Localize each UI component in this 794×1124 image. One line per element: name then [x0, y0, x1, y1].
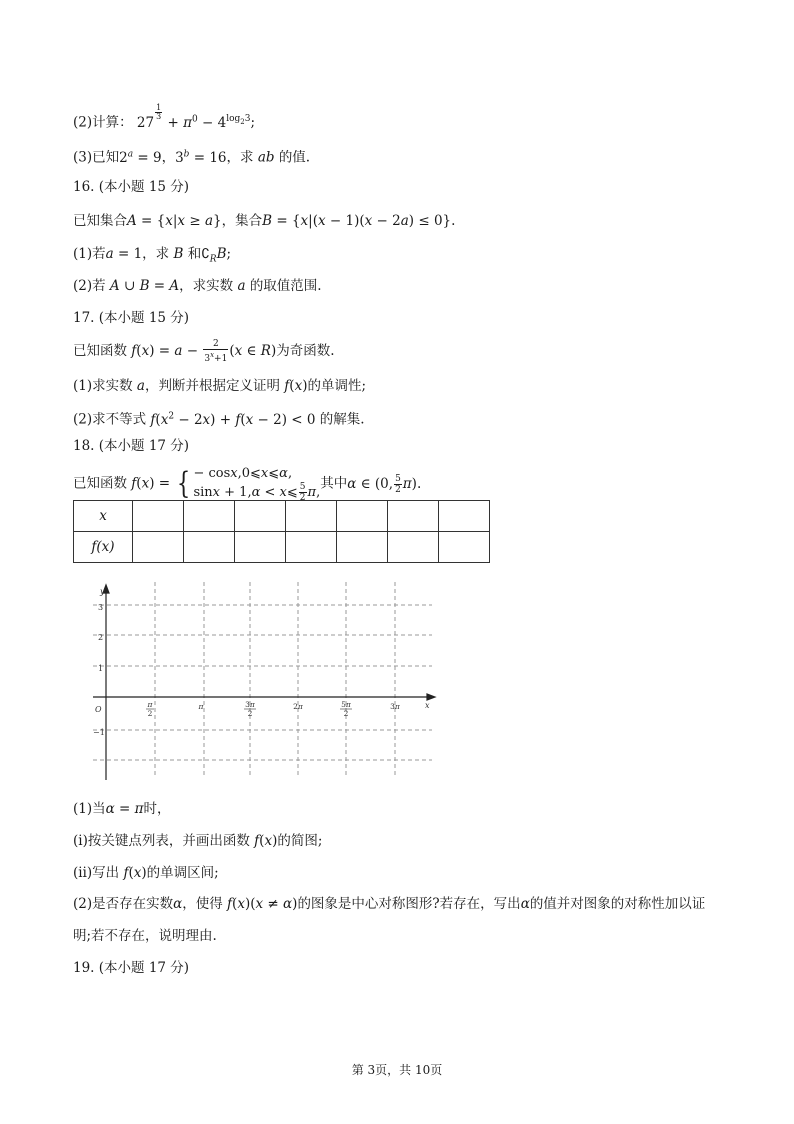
- y-tick-label: 2: [98, 633, 104, 642]
- math-expression: a: [136, 378, 145, 394]
- x-tick-labels: [146, 700, 401, 718]
- table-header-fx: f(x): [74, 532, 133, 563]
- x-tick-label: 2π: [293, 702, 303, 711]
- x-tick-label: 3π: [390, 702, 400, 711]
- table-header-x: x: [74, 501, 133, 532]
- x-tick-label: π: [147, 700, 153, 709]
- question-19-heading: 19. (本小题 17 分): [73, 960, 190, 976]
- x-tick-label: 2: [343, 709, 349, 718]
- y-tick-label: 1: [98, 664, 104, 673]
- math-expression: f(x) =: [131, 475, 175, 492]
- x-tick-label: 2: [247, 709, 253, 718]
- question-17-part-1: (1)求实数 a，判断并根据定义证明 f(x)的单调性;: [73, 378, 367, 394]
- question-17-text: 已知函数 f(x) = a − $\frac{2}{3^x+1}$ (x ∈ R)为奇函数.: [73, 339, 335, 364]
- math-expression: $3^b = 16$: [175, 149, 227, 166]
- x-tick-label: π: [198, 702, 204, 711]
- math-expression: B: [173, 246, 184, 262]
- problem-15-part-3: (3)已知$2^a = 9$，$3^b = 16$，求 ab 的值.: [73, 149, 311, 166]
- question-18-heading: 18. (本小题 17 分): [73, 438, 190, 454]
- page-footer: 第 3页，共 10页: [351, 1063, 443, 1077]
- x-tick-label: 2: [147, 709, 153, 718]
- y-tick-label: 3: [98, 603, 104, 612]
- x-axis-label: x: [425, 701, 430, 710]
- math-expression: α ∈ (0, $\frac{5}{2}$ π).: [347, 473, 422, 495]
- question-18-text: 已知函数 f(x) = { − cosx,0⩽x⩽α, sinx + 1,α < x⩽ $\frac{5}{2}$ π,其中α ∈ (0, $\frac{5}{2}$ π).: [73, 466, 422, 503]
- problem-15-part-2: (2)计算： 27 $^{\frac{1}{3}}$ + $\pi^0 - 4^{log_23}$;: [73, 103, 256, 131]
- origin-label: O: [95, 705, 102, 714]
- math-expression: f(x): [254, 833, 278, 849]
- math-expression: 27 $^{\frac{1}{3}}$ + $\pi^0 - 4^{log_23}$: [136, 103, 251, 131]
- question-17-heading: 17. (本小题 15 分): [73, 310, 190, 326]
- math-expression: α: [520, 896, 530, 912]
- math-expression: α = π: [105, 801, 144, 817]
- question-16-heading: 16. (本小题 15 分): [73, 179, 190, 195]
- left-brace: {: [177, 466, 191, 501]
- question-16-part-2: (2)若 A ∪ B = A，求实数 a 的取值范围.: [73, 278, 322, 294]
- math-expression: B = {x|(x − 1)(x − 2a) ≤ 0}.: [262, 213, 456, 229]
- piecewise-cases: − cosx,0⩽x⩽α, sinx + 1,α < x⩽ $\frac{5}{2}$ π,: [193, 466, 321, 503]
- math-expression: $2^a = 9$: [119, 149, 162, 166]
- question-18-part-2: (2)是否存在实数α，使得 f(x)(x ≠ α)的图象是中心对称图形?若存在，写出α的值并对图象的对称性加以证: [73, 896, 706, 912]
- y-axis-label: y: [100, 587, 105, 596]
- question-18-part-2-cont: 明;若不存在，说明理由.: [73, 928, 217, 944]
- question-16-part-1: (1)若a = 1，求 B 和$∁_RB$;: [73, 246, 232, 265]
- question-17-part-2: (2)求不等式 $f(x^2 - 2x) + f(x - 2) < 0$ 的解集.: [73, 411, 365, 428]
- math-expression: a: [105, 246, 114, 262]
- question-18-part-1-ii: (ⅱ)写出 f(x)的单调区间;: [73, 865, 219, 881]
- math-expression: $f(x^2 - 2x) + f(x - 2) < 0$: [150, 411, 316, 428]
- math-expression: f(x)(x ≠ α): [227, 896, 298, 912]
- math-expression: A ∪ B = A: [109, 278, 180, 294]
- x-tick-label: 5π: [341, 700, 351, 709]
- question-16-text: 已知集合A = {x|x ≥ a}，集合B = {x|(x − 1)(x − 2a) ≤ 0}.: [73, 213, 456, 229]
- math-expression: A = {x|x ≥ a}: [127, 213, 222, 229]
- math-expression: $∁_RB$;: [201, 246, 232, 265]
- math-expression: a: [237, 278, 246, 294]
- math-expression: ab: [257, 149, 275, 166]
- x-axis-arrow: [427, 694, 435, 700]
- math-expression: f(x): [284, 378, 308, 394]
- y-tick-label: −1: [93, 728, 105, 737]
- question-18-part-1: (1)当α = π时，: [73, 801, 171, 817]
- math-expression: f(x): [123, 865, 147, 881]
- math-expression: f(x) = a − $\frac{2}{3^x+1}$ (x ∈ R): [131, 339, 277, 364]
- x-tick-label: 3π: [245, 700, 255, 709]
- math-expression: α: [173, 896, 183, 912]
- question-18-part-1-i: (ⅰ)按关键点列表，并画出函数 f(x)的简图;: [73, 833, 323, 849]
